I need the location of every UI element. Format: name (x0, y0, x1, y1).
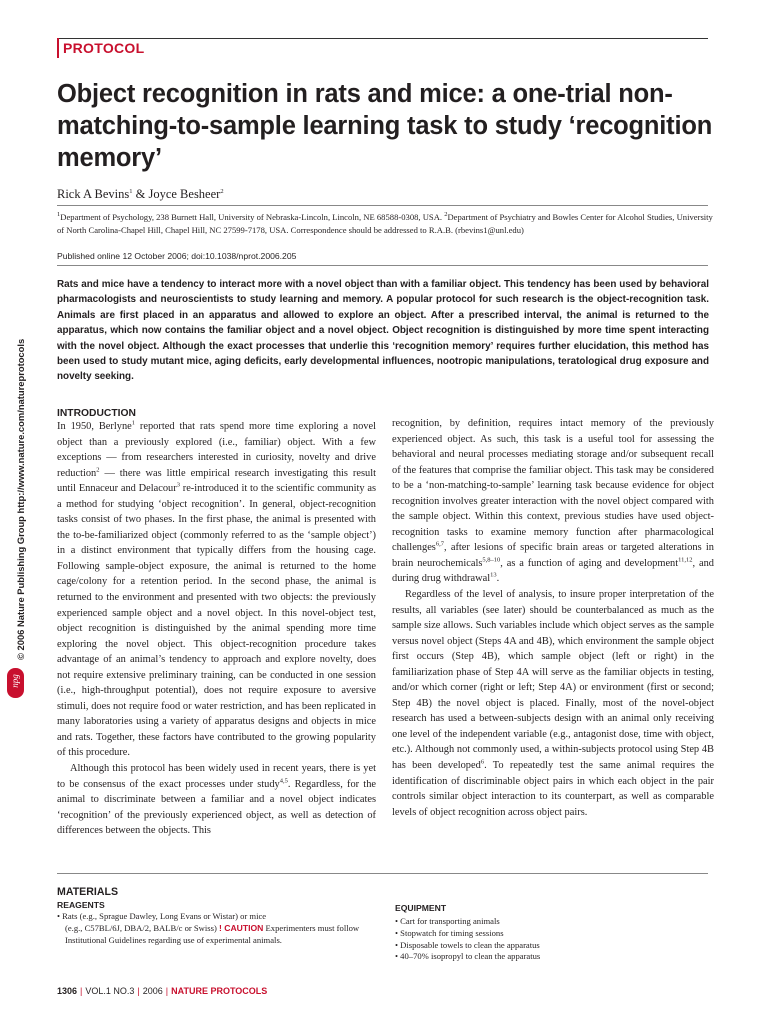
equipment-text: Cart for transporting animals (400, 916, 500, 926)
text-run: , and during drug withdrawal (392, 557, 714, 585)
reagent-text: (e.g., C57BL/6J, DBA/2, BALB/c or Swiss) (65, 922, 217, 933)
introduction-heading: INTRODUCTION (57, 408, 136, 419)
citation: 6,7 (435, 540, 444, 548)
npg-logo (7, 668, 24, 698)
materials-rule (57, 873, 708, 874)
section-label: PROTOCOL (63, 40, 145, 56)
footer-sep: | (165, 986, 169, 996)
affiliation-rule (57, 205, 708, 206)
equipment-text: Stopwatch for timing sessions (400, 927, 504, 938)
footer-sep: | (137, 986, 140, 996)
citation: 3 (176, 481, 180, 489)
author-2-affil: 2 (220, 187, 224, 195)
equipment-item: • Disposable towels to clean the apparatus (395, 939, 540, 950)
header-accent-mark (57, 38, 59, 58)
citation: 1 (131, 419, 135, 427)
text-run: — there was little empirical research investigating this result until Ennaceur and Delacour (57, 467, 376, 495)
intro-paragraph-2 (57, 761, 376, 839)
citation: 11,12 (678, 556, 693, 564)
text-run: . (496, 573, 500, 585)
text-run: . To repeatedly test the same animal requires the identification of discriminable object pairs in which each object in the pair controls similar object interaction to its counterpart, as well as comparable levels of object recognition across object pairs. (392, 760, 714, 818)
reagent-item-cont (57, 923, 377, 947)
author-1-affil: 1 (129, 187, 133, 195)
affil-2-mark: 2 (444, 211, 448, 219)
page-number: 1306 (57, 986, 78, 996)
volume: VOL.1 NO.3 (85, 986, 135, 996)
reagents-heading: REAGENTS (57, 900, 105, 910)
header-rule (57, 38, 708, 39)
author-separator: & (132, 187, 149, 201)
reagent-item: • Rats (e.g., Sprague Dawley, Long Evans or Wistar) or mice (57, 911, 267, 921)
author-1: Rick A Bevins (57, 187, 130, 201)
article-title: Object recognition in rats and mice: a one-trial non-matching-to-sample learning task to study ‘recognition memory’ (57, 80, 713, 172)
text-run: Although this protocol has been widely used in recent years, there is yet to be consensus of the exact processes under study (57, 763, 376, 790)
publication-info: Published online 12 October 2006; doi:10.1038/nprot.2006.205 (57, 251, 297, 261)
left-column (57, 408, 376, 839)
citation: 2 (96, 466, 100, 474)
text-run: Regardless of the level of analysis, to insure proper interpretation of the results, all variables (see later) should be counterbalanced as much as the sample size allows. Such variables include which object serves as the sample versus novel object (Steps 4A and 4B), which environment the sample object first occurs (Step 4B), which sample object (left or right) in the familiarization phase of Step 4A will serve as the familiar objects in testing, and/or which corner (right or left; Step 4A) or environment (first or second; Step 4B) the novel object is placed. Finally, most of the novel-object research has used a between-subjects design with an animal only receiving one level of the independent variable (e.g., antagonist dose, time with object, etc.). Although not commonly used, a within-subjects protocol using Step 4B has been developed (392, 589, 714, 772)
citation: 4,5 (279, 777, 288, 785)
equipment-item: • Cart for transporting animals (395, 916, 500, 926)
equipment-item: • Stopwatch for timing sessions (395, 927, 504, 938)
equipment-text: Disposable towels to clean the apparatus (400, 939, 540, 950)
npg-logo-text: npg (9, 674, 20, 688)
text-run: recognition, by definition, requires intact memory of the previously experienced object. As such, this task is a useful tool for assessing the behavioral and neural processes mediating storage and/or subsequent recall of the features that comprise the familiar object. This task may be considered to be a ‘non-matching-to-sample’ learning task because evidence for object recognition involves greater interaction with the novel object compared with the sample object. Within this context, previous studies have used object-recognition tasks to examine memory function after pharmacological challenges (392, 418, 714, 554)
caution-label: ! CAUTION (218, 922, 264, 933)
text-run: reported that rats spend more time exploring a novel object than a previously explored (i.e., familiar) object. With a few exceptions — from researchers interested in curiosity, novelty and drive reduction (57, 421, 376, 479)
text-run: , after lesions of specific brain areas or targeted alterations in brain neurochemicals (392, 542, 714, 569)
text-run: . Regardless, for the animal to discriminate between a familiar and a novel object indicates ‘recognition’ of the previously experienced object, as well as detection of differences between the objects. This (57, 778, 376, 837)
author-line (57, 187, 224, 202)
reagents-list (57, 911, 377, 946)
intro-paragraph-3 (392, 416, 714, 587)
abstract: Rats and mice have a tendency to interact more with a novel object than with a familiar object. This tendency has been used by behavioral pharmacologists and neuroscientists to study learning and memory. A popular protocol for such research is the object-recognition task. Animals are first placed in an apparatus and allowed to explore an object. After a prescribed interval, the animal is returned to the apparatus, which now contains the familiar object and a novel object. Object recognition is distinguished by more time spent interacting with the novel object. Although the exact processes that underlie this ‘recognition memory’ requires further elucidation, this method has been used to study mutant mice, aging deficits, early developmental influences, nootropic manipulations, teratological drug exposure and novelty seeking. (57, 279, 709, 383)
side-credit-text: © 2006 Nature Publishing Group http://www.nature.com/natureprotocols (15, 338, 26, 660)
abstract-rule (57, 265, 708, 266)
page-footer (57, 986, 267, 996)
journal-name: NATURE PROTOCOLS (171, 986, 268, 996)
equipment-text: 40–70% isopropyl to clean the apparatus (400, 951, 541, 962)
affiliations (57, 211, 717, 236)
reagent-text: Experimenters must follow Institutional Guidelines regarding use of experimental animals. (65, 922, 360, 945)
text-run: , as a function of aging and development (500, 557, 679, 569)
citation: 5,8–10 (482, 556, 501, 564)
citation: 6 (480, 758, 485, 766)
affil-1-text: Department of Psychology, 238 Burnett Hall, University of Nebraska-Lincoln, Lincoln, NE 68588-0308, USA. (60, 212, 445, 222)
text-run: re-introduced it to the scientific community as a method for studying ‘object recognition’. In general, object-recognition tasks consist of two phases. In the first phase, the animal is presented with the to-be-familiarized object (commonly referred to as the ‘sample object’) in a distinct environment that typically differs from the housing cage. Following sample-object exposure, the animal is returned to the home cage/colony for a retention period. In the second phase, the animal is returned to the environment and presented with two objects: the previously experienced sample object and a novel object. In this novel-object test, object recognition is distinguished by the animal spending more time exploring the novel object. This object-recognition procedure takes advantage of an animal’s tendency to approach and explore novelty, does not require extensive preliminary training, can be conducted in one session (i.e., high-throughput potential), does not require exposure to aversive stimuli, does not require food or water restriction, and has been replicated in many laboratories using a variety of apparatus designs and objects in mice and rats. Together, these factors have contributed to the growing popularity of this procedure. (57, 483, 376, 759)
reagent-text: Rats (e.g., Sprague Dawley, Long Evans or Wistar) or mice (62, 911, 267, 921)
affil-1-mark: 1 (57, 211, 61, 219)
materials-heading: MATERIALS (57, 886, 119, 898)
equipment-item: • 40–70% isopropyl to clean the apparatus (395, 951, 541, 962)
right-column (392, 416, 714, 820)
text-run: In 1950, Berlyne (57, 421, 132, 432)
intro-paragraph-4 (392, 587, 714, 820)
equipment-list (395, 916, 715, 963)
equipment-heading: EQUIPMENT (395, 903, 447, 913)
citation: 13 (490, 572, 497, 579)
affil-2-text: Department of Psychiatry and Bowles Center for Alcohol Studies, University of North Carolina-Chapel Hill, Chapel Hill, NC 27599-7178, USA. Correspondence should be addressed to R.A.B. (rbevins1@unl.edu) (57, 212, 713, 235)
side-credit (7, 262, 26, 660)
footer-sep: | (80, 986, 83, 996)
intro-paragraph-1 (57, 419, 376, 761)
year: 2006 (142, 986, 163, 996)
author-2: Joyce Besheer (148, 187, 221, 201)
